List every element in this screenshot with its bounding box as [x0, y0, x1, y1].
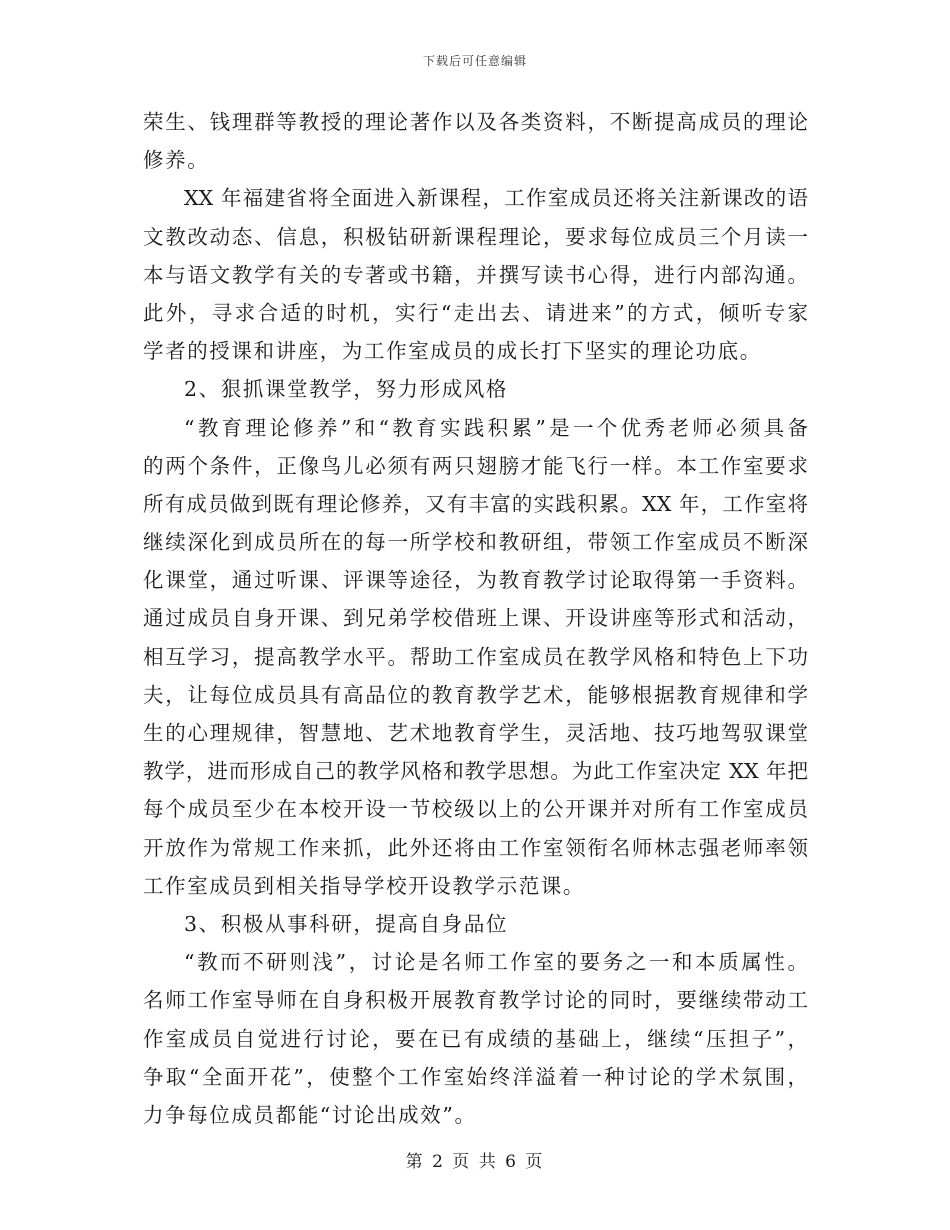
text-line: 争取“全面开花”，使整个工作室始终洋溢着一种讨论的学术氛围， [143, 1064, 808, 1089]
text-line: 的两个条件，正像鸟儿必须有两只翅膀才能飞行一样。本工作室要求 [143, 453, 808, 478]
text-line: 作室成员自觉进行讨论，要在已有成绩的基础上，继续“压担子”， [143, 1026, 808, 1051]
document-body [143, 103, 808, 1134]
text-line: 名师工作室导师在自身积极开展教育教学讨论的同时，要继续带动工 [143, 988, 808, 1013]
text-line: 开放作为常规工作来抓，此外还将由工作室领衔名师林志强老师率领 [143, 835, 808, 860]
text-line: 每个成员至少在本校开设一节校级以上的公开课并对所有工作室成员 [143, 797, 808, 822]
text-line: 通过成员自身开课、到兄弟学校借班上课、开设讲座等形式和活动， [143, 606, 808, 631]
text-line: 本与语文教学有关的专著或书籍，并撰写读书心得，进行内部沟通。 [143, 262, 808, 287]
text-line: XX 年福建省将全面进入新课程，工作室成员还将关注新课改的语 [184, 186, 808, 211]
text-line: 相互学习，提高教学水平。帮助工作室成员在教学风格和特色上下功 [143, 644, 808, 669]
text-line: 荣生、钱理群等教授的理论著作以及各类资料，不断提高成员的理论 [143, 110, 808, 134]
text-line: “教而不研则浅”，讨论是名师工作室的要务之一和本质属性。 [184, 950, 808, 975]
text-line: 继续深化到成员所在的每一所学校和教研组，带领工作室成员不断深 [143, 530, 808, 555]
text-line: 力争每位成员都能“讨论出成效”。 [143, 1102, 477, 1127]
text-line: 此外，寻求合适的时机，实行“走出去、请进来”的方式，倾听专家 [143, 300, 808, 325]
text-line: 工作室成员到相关指导学校开设教学示范课。 [143, 873, 585, 898]
text-line: “教育理论修养”和“教育实践积累”是一个优秀老师必须具备 [184, 415, 808, 440]
text-line: 文教改动态、信息，积极钻研新课程理论，要求每位成员三个月读一 [143, 224, 808, 249]
text-line: 生的心理规律，智慧地、艺术地教育学生，灵活地、技巧地驾驭课堂 [143, 721, 808, 745]
text-line: 2、狠抓课堂教学，努力形成风格 [184, 377, 509, 402]
page-header-note: 下载后可任意编辑 [422, 54, 527, 68]
text-line: 夫，让每位成员具有高品位的教育教学艺术，能够根据教育规律和学 [143, 682, 808, 707]
page-number: 第 2 页 共 6 页 [405, 1152, 545, 1172]
text-line: 化课堂，通过听课、评课等途径，为教育教学讨论取得第一手资料。 [143, 568, 808, 593]
text-line: 教学，进而形成自己的教学风格和教学思想。为此工作室决定 XX 年把 [143, 759, 808, 784]
text-line: 学者的授课和讲座，为工作室成员的成长打下坚实的理论功底。 [143, 339, 762, 364]
text-line: 3、积极从事科研，提高自身品位 [184, 911, 509, 936]
text-line: 修养。 [143, 148, 210, 173]
text-line: 所有成员做到既有理论修养，又有丰富的实践积累。XX 年，工作室将 [143, 491, 808, 516]
